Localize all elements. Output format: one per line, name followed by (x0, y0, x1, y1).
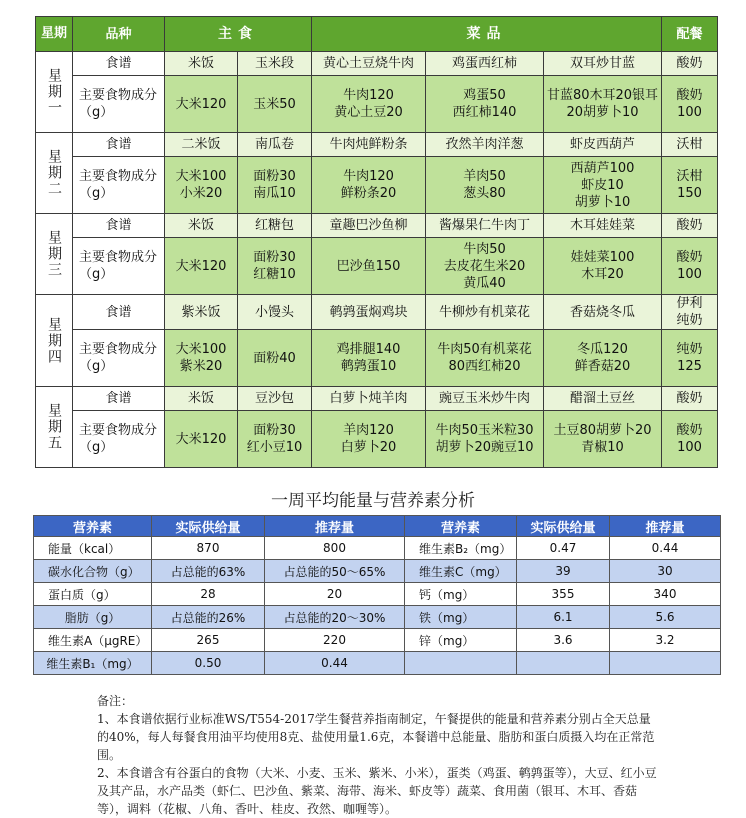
header-dishes: 菜品 (312, 17, 662, 52)
recipe-cell: 醋溜土豆丝 (544, 387, 662, 411)
recipe-cell: 小馒头 (238, 295, 312, 330)
header-weekday: 星期 (36, 17, 73, 52)
ingredient-cell: 面粉30 红糖10 (238, 238, 312, 295)
nutrient-value: 800 (265, 537, 405, 560)
ingredient-cell: 沃柑 150 (662, 157, 718, 214)
ingredients-label: 主要食物成分（g） (73, 411, 165, 468)
nutrient-value: 30 (610, 560, 721, 583)
nutrient-value: 39 (517, 560, 610, 583)
header-category: 品种 (73, 17, 165, 52)
ingredient-cell: 大米100 小米20 (165, 157, 238, 214)
nutrient-value: 0.47 (517, 537, 610, 560)
nutrient-value: 265 (152, 629, 265, 652)
ingredient-cell: 纯奶 125 (662, 330, 718, 387)
ingredients-label: 主要食物成分（g） (73, 330, 165, 387)
nutrient-value (610, 652, 721, 675)
recipe-label: 食谱 (73, 214, 165, 238)
nut-header: 推荐量 (610, 516, 721, 537)
nutrient-value: 870 (152, 537, 265, 560)
weekly-menu-table (35, 16, 718, 468)
ingredient-cell: 巴沙鱼150 (312, 238, 426, 295)
recipe-cell: 沃柑 (662, 133, 718, 157)
recipe-cell: 豌豆玉米炒牛肉 (426, 387, 544, 411)
ingredients-label: 主要食物成分（g） (73, 238, 165, 295)
ingredient-cell: 牛肉50 去皮花生米20 黄瓜40 (426, 238, 544, 295)
recipe-cell: 酸奶 (662, 52, 718, 76)
recipe-label: 食谱 (73, 52, 165, 76)
ingredient-cell: 酸奶 100 (662, 238, 718, 295)
ingredients-row (36, 411, 718, 468)
ingredient-cell: 玉米50 (238, 76, 312, 133)
recipe-cell: 童趣巴沙鱼柳 (312, 214, 426, 238)
ingredient-cell: 西葫芦100 虾皮10 胡萝卜10 (544, 157, 662, 214)
note-item: 1、本食谱依据行业标准WS/T554-2017学生餐营养指南制定，午餐提供的能量和营养素分别占全天总量的40%，每人每餐食用油平均使用8克、盐使用量1.6克，本餐谱中总能量、脂肪和蛋白质摄入均在正常范围。 (97, 712, 655, 762)
nutrient-name: 脂肪（g） (34, 606, 152, 629)
header-staple: 主食 (165, 17, 312, 52)
recipe-row (36, 133, 718, 157)
ingredient-cell: 牛肉120 黄心土豆20 (312, 76, 426, 133)
weekday-cell: 星期二 (36, 133, 73, 214)
weekday-cell: 星期四 (36, 295, 73, 387)
ingredients-row (36, 157, 718, 214)
nut-header: 营养素 (405, 516, 517, 537)
nutrient-name: 维生素B₂（mg） (405, 537, 517, 560)
weekday-cell: 星期一 (36, 52, 73, 133)
nutrient-name: 碳水化合物（g） (34, 560, 152, 583)
ingredient-cell: 大米120 (165, 238, 238, 295)
ingredient-cell: 羊肉50 葱头80 (426, 157, 544, 214)
nutrition-row (34, 560, 721, 583)
recipe-row (36, 52, 718, 76)
analysis-title: 一周平均能量与营养素分析 (271, 491, 475, 511)
recipe-cell: 鸡蛋西红柿 (426, 52, 544, 76)
recipe-cell: 豆沙包 (238, 387, 312, 411)
nutrition-row (34, 583, 721, 606)
recipe-cell: 红糖包 (238, 214, 312, 238)
recipe-cell: 伊利 纯奶 (662, 295, 718, 330)
recipe-cell: 鹌鹑蛋焖鸡块 (312, 295, 426, 330)
ingredients-label: 主要食物成分（g） (73, 157, 165, 214)
ingredient-cell: 鸡排腿140 鹌鹑蛋10 (312, 330, 426, 387)
nutrient-value: 3.2 (610, 629, 721, 652)
recipe-cell: 米饭 (165, 387, 238, 411)
nut-header: 推荐量 (265, 516, 405, 537)
nutrient-value: 占总能的63% (152, 560, 265, 583)
recipe-cell: 酸奶 (662, 387, 718, 411)
recipe-cell: 虾皮西葫芦 (544, 133, 662, 157)
recipe-cell: 酸奶 (662, 214, 718, 238)
ingredients-row (36, 76, 718, 133)
ingredient-cell: 酸奶 100 (662, 76, 718, 133)
recipe-cell: 香菇烧冬瓜 (544, 295, 662, 330)
recipe-label: 食谱 (73, 133, 165, 157)
ingredient-cell: 牛肉50玉米粒30 胡萝卜20豌豆10 (426, 411, 544, 468)
recipe-cell: 双耳炒甘蓝 (544, 52, 662, 76)
nutrition-analysis-table (33, 515, 721, 675)
recipe-row (36, 295, 718, 330)
recipe-cell: 牛柳炒有机菜花 (426, 295, 544, 330)
notes-section (97, 692, 657, 818)
notes-heading: 备注： (97, 694, 134, 708)
ingredient-cell: 鸡蛋50 西红柿140 (426, 76, 544, 133)
nutrition-row (34, 606, 721, 629)
nutrient-value: 0.44 (610, 537, 721, 560)
nutrient-value: 355 (517, 583, 610, 606)
nutrient-name (405, 652, 517, 675)
ingredient-cell: 羊肉120 白萝卜20 (312, 411, 426, 468)
ingredient-cell: 牛肉120 鲜粉条20 (312, 157, 426, 214)
nutrient-name: 锌（mg） (405, 629, 517, 652)
weekday-cell: 星期五 (36, 387, 73, 468)
ingredient-cell: 娃娃菜100 木耳20 (544, 238, 662, 295)
nut-header: 营养素 (34, 516, 152, 537)
nutrient-value: 340 (610, 583, 721, 606)
recipe-cell: 米饭 (165, 214, 238, 238)
ingredient-cell: 大米100 紫米20 (165, 330, 238, 387)
ingredient-cell: 大米120 (165, 411, 238, 468)
ingredient-cell: 冬瓜120 鲜香菇20 (544, 330, 662, 387)
recipe-cell: 木耳娃娃菜 (544, 214, 662, 238)
recipe-cell: 白萝卜炖羊肉 (312, 387, 426, 411)
ingredient-cell: 面粉40 (238, 330, 312, 387)
nutrition-row (34, 537, 721, 560)
nutrient-name: 维生素A（μgRE） (34, 629, 152, 652)
nutrient-value: 5.6 (610, 606, 721, 629)
recipe-cell: 牛肉炖鲜粉条 (312, 133, 426, 157)
nutrient-name: 铁（mg） (405, 606, 517, 629)
recipe-cell: 米饭 (165, 52, 238, 76)
recipe-cell: 黄心土豆烧牛肉 (312, 52, 426, 76)
nutrient-value: 28 (152, 583, 265, 606)
ingredients-row (36, 238, 718, 295)
recipe-label: 食谱 (73, 387, 165, 411)
note-item: 2、本食谱含有谷蛋白的食物（大米、小麦、玉米、紫米、小米），蛋类（鸡蛋、鹌鹑蛋等），大豆、红小豆及其产品，水产品类（虾仁、巴沙鱼、紫菜、海带、海米、虾皮等）蔬菜、食用菌（银耳、木耳、香菇等），调料（花椒、八角、香叶、桂皮、孜然、咖喱等）。 (97, 766, 657, 816)
nutrient-name: 维生素C（mg） (405, 560, 517, 583)
nutrient-value: 6.1 (517, 606, 610, 629)
nutrient-value (517, 652, 610, 675)
ingredient-cell: 面粉30 南瓜10 (238, 157, 312, 214)
nut-header: 实际供给量 (517, 516, 610, 537)
ingredient-cell: 面粉30 红小豆10 (238, 411, 312, 468)
recipe-cell: 孜然羊肉洋葱 (426, 133, 544, 157)
ingredients-label: 主要食物成分（g） (73, 76, 165, 133)
recipe-cell: 紫米饭 (165, 295, 238, 330)
nutrient-name: 能量（kcal） (34, 537, 152, 560)
ingredients-row (36, 330, 718, 387)
header-side: 配餐 (662, 17, 718, 52)
nutrient-value: 占总能的20～30% (265, 606, 405, 629)
nutrition-row (34, 629, 721, 652)
ingredient-cell: 酸奶 100 (662, 411, 718, 468)
recipe-label: 食谱 (73, 295, 165, 330)
ingredient-cell: 牛肉50有机菜花 80西红柿20 (426, 330, 544, 387)
nutrient-value: 0.50 (152, 652, 265, 675)
nutrient-value: 占总能的26% (152, 606, 265, 629)
nutrient-name: 蛋白质（g） (34, 583, 152, 606)
nutrient-value: 占总能的50～65% (265, 560, 405, 583)
recipe-cell: 二米饭 (165, 133, 238, 157)
nutrient-name: 钙（mg） (405, 583, 517, 606)
recipe-row (36, 387, 718, 411)
nutrient-value: 220 (265, 629, 405, 652)
recipe-cell: 南瓜卷 (238, 133, 312, 157)
nut-header: 实际供给量 (152, 516, 265, 537)
recipe-row (36, 214, 718, 238)
ingredient-cell: 大米120 (165, 76, 238, 133)
ingredient-cell: 甘蓝80木耳20银耳20胡萝卜10 (544, 76, 662, 133)
nutrient-value: 0.44 (265, 652, 405, 675)
recipe-cell: 玉米段 (238, 52, 312, 76)
ingredient-cell: 土豆80胡萝卜20 青椒10 (544, 411, 662, 468)
nutrition-row (34, 652, 721, 675)
nutrient-name: 维生素B₁（mg） (34, 652, 152, 675)
nutrient-value: 3.6 (517, 629, 610, 652)
nutrient-value: 20 (265, 583, 405, 606)
recipe-cell: 酱爆果仁牛肉丁 (426, 214, 544, 238)
weekday-cell: 星期三 (36, 214, 73, 295)
